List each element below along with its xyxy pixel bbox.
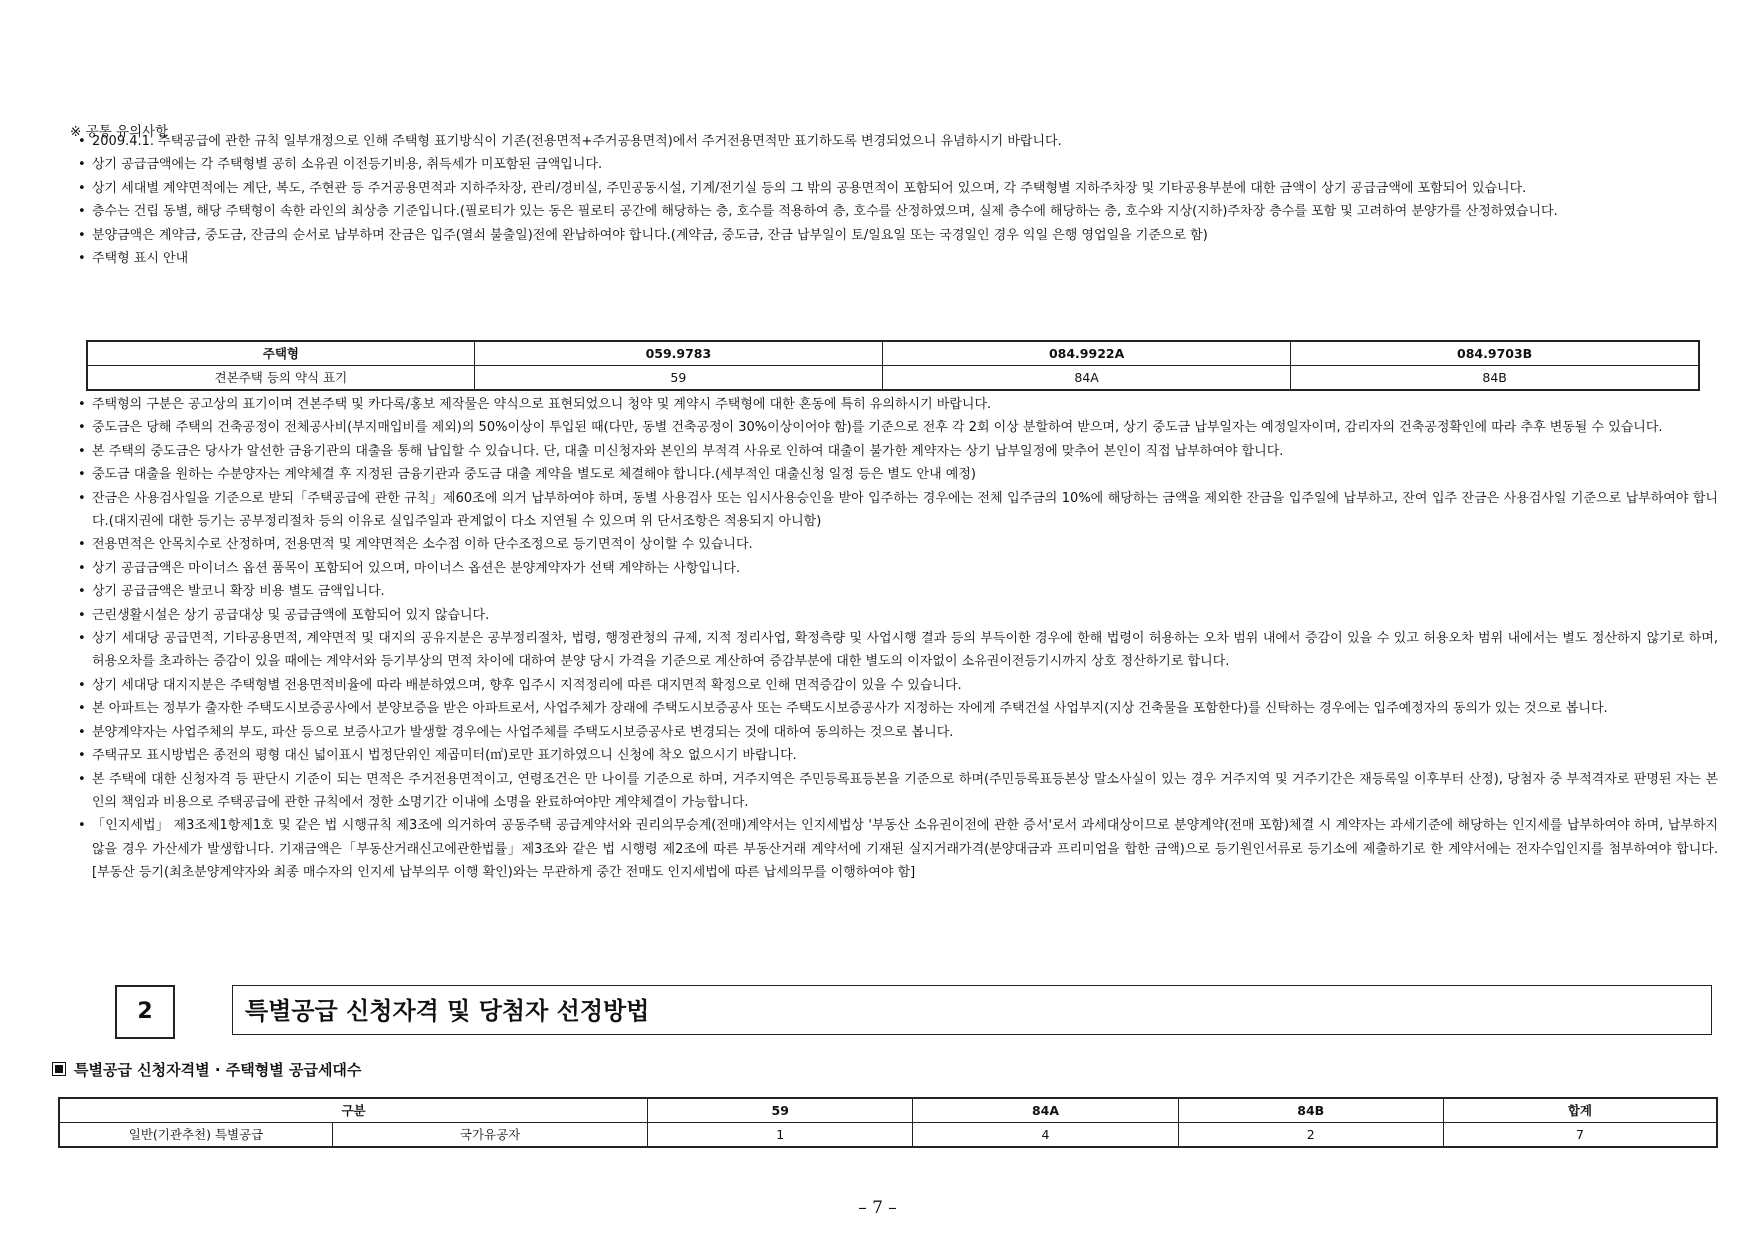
note-item: • 「인지세법」 제3조제1항제1호 및 같은 법 시행규칙 제3조에 의거하여 공동주택 공급계약서와 권리의무승계(전매)계약서는 인지세법상 '부동산 소유권이전에 관한 증서'로서 과세대상이므로 분양계약(전매 포함)체결 시 계약자는 과세기준에 해당하는 인지세를 납부하여야 하며, 납부하지 않을 경우 가산세가 발생합니다. 기재금액은「부동산거래신고에관한법률」제3조와 같은 법 시행령 제2조에 따른 부동산거래 계약서에 기재된 실지거래가격(분양대금과 프리미엄을 합한 금액)으로 등기원인서류로 등기소에 제출하기로 한 계약서에는 전자수입인지를 첨부하여야 합니다. [부동산 등기(최초분양계약자와 최종 매수자의 인지세 납부의무 이행 확인)와는 무관하게 중간 전매도 인지세법에 따른 납세의무를 이행하여야 함] xyxy=(78,814,1718,884)
type-header-059: 059.9783 xyxy=(474,341,882,366)
note-item: • 상기 세대당 공급면적, 기타공용면적, 계약면적 및 대지의 공유지분은 공부정리절차, 법령, 행정관청의 규제, 지적 정리사업, 확정측량 및 사업시행 결과 등의 부득이한 경우에 한해 법령이 허용하는 오차 범위 내에서 증감이 있을 수 있고 허용오차 범위 내에서는 별도 정산하지 않기로 하며, 허용오차를 초과하는 증감이 있을 때에는 계약서와 등기부상의 면적 차이에 대하여 분양 당시 가격을 기준으로 계산하여 증감부분에 대한 별도의 이자없이 소유권이전등기시까지 상호 정산하기로 합니다. xyxy=(78,627,1718,674)
supply-header-total: 합계 xyxy=(1443,1098,1717,1123)
note-item: • 상기 공급금액에는 각 주택형별 공히 소유권 이전등기비용, 취득세가 미포함된 금액입니다. xyxy=(78,153,1718,176)
square-bullet-icon xyxy=(52,1062,66,1076)
abbrev-84b: 84B xyxy=(1291,366,1699,391)
type-header-084b: 084.9703B xyxy=(1291,341,1699,366)
section-header xyxy=(115,985,1715,1037)
note-item: • 주택형의 구분은 공고상의 표기이며 견본주택 및 카다록/홍보 제작물은 약식으로 표현되었으니 청약 및 계약시 주택형에 대한 혼동에 특히 유의하시기 바랍니다. xyxy=(78,393,1718,416)
supply-header-84a: 84A xyxy=(913,1098,1178,1123)
supply-category: 일반(기관추천) 특별공급 xyxy=(59,1123,333,1148)
note-item: • 본 아파트는 정부가 출자한 주택도시보증공사에서 분양보증을 받은 아파트로서, 사업주체가 장래에 주택도시보증공사 또는 주택도시보증공사가 지정하는 자에게 주택건설 사업부지(지상 건축물을 포함한다)를 신탁하는 경우에는 입주예정자의 동의가 있는 것으로 봅니다. xyxy=(78,697,1718,720)
note-item: • 주택형 표시 안내 xyxy=(78,247,1718,270)
note-item: • 중도금 대출을 원하는 수분양자는 계약체결 후 지정된 금융기관과 중도금 대출 계약을 별도로 체결해야 합니다.(세부적인 대출신청 일정 등은 별도 안내 예정) xyxy=(78,463,1718,486)
note-item: • 2009.4.1. 주택공급에 관한 규칙 일부개정으로 인해 주택형 표기방식이 기존(전용면적+주거공용면적)에서 주거전용면적만 표기하도록 변경되었으니 유념하시기 바랍니다. xyxy=(78,130,1718,153)
type-header-label: 주택형 xyxy=(87,341,474,366)
supply-subcategory: 국가유공자 xyxy=(333,1123,648,1148)
note-item: • 분양금액은 계약금, 중도금, 잔금의 순서로 납부하며 잔금은 입주(열쇠 불출일)전에 완납하여야 합니다.(계약금, 중도금, 잔금 납부일이 토/일요일 또는 국경일인 경우 익일 은행 영업일을 기준으로 함) xyxy=(78,224,1718,247)
notes-list-a xyxy=(78,130,1718,270)
supply-header-category: 구분 xyxy=(59,1098,648,1123)
supply-header-84b: 84B xyxy=(1178,1098,1443,1123)
abbrev-84a: 84A xyxy=(883,366,1291,391)
abbrev-row-label: 견본주택 등의 약식 표기 xyxy=(87,366,474,391)
note-item: • 본 주택의 중도금은 당사가 알선한 금융기관의 대출을 통해 납입할 수 있습니다. 단, 대출 미신청자와 본인의 부적격 사유로 인하여 대출이 불가한 계약자는 상기 납부일정에 맞추어 본인이 직접 납부하여야 합니다. xyxy=(78,440,1718,463)
housing-type-table xyxy=(86,340,1700,391)
supply-value-59: 1 xyxy=(648,1123,913,1148)
note-item: • 층수는 건립 동별, 해당 주택형이 속한 라인의 최상층 기준입니다.(필로티가 있는 동은 필로티 공간에 해당하는 층, 호수를 적용하여 층, 호수를 산정하였으며, 실제 층수에 해당하는 층, 호수와 지상(지하)주차장 층수를 포함 및 고려하여 분양가를 산정하였습니다. xyxy=(78,200,1718,223)
note-item: • 주택규모 표시방법은 종전의 평형 대신 넓이표시 법정단위인 제곱미터(㎡)로만 표기하였으니 신청에 착오 없으시기 바랍니다. xyxy=(78,744,1718,767)
subheading xyxy=(52,1060,361,1080)
abbrev-59: 59 xyxy=(474,366,882,391)
supply-table xyxy=(58,1097,1718,1148)
note-item: • 분양계약자는 사업주체의 부도, 파산 등으로 보증사고가 발생할 경우에는 사업주체를 주택도시보증공사로 변경되는 것에 대하여 동의하는 것으로 봅니다. xyxy=(78,721,1718,744)
page-number: – 7 – xyxy=(858,1198,897,1218)
section-title: 특별공급 신청자격 및 당첨자 선정방법 xyxy=(232,985,1712,1035)
type-header-084a: 084.9922A xyxy=(883,341,1291,366)
note-item: • 전용면적은 안목치수로 산정하며, 전용면적 및 계약면적은 소수점 이하 단수조정으로 등기면적이 상이할 수 있습니다. xyxy=(78,533,1718,556)
supply-header-59: 59 xyxy=(648,1098,913,1123)
supply-value-total: 7 xyxy=(1443,1123,1717,1148)
note-item: • 상기 세대별 계약면적에는 계단, 복도, 주현관 등 주거공용면적과 지하주차장, 관리/경비실, 주민공동시설, 기계/전기실 등의 그 밖의 공용면적이 포함되어 있으며, 각 주택형별 지하주차장 및 기타공용부분에 대한 금액이 상기 공급금액에 포함되어 있습니다. xyxy=(78,177,1718,200)
note-item: • 상기 공급금액은 마이너스 옵션 품목이 포함되어 있으며, 마이너스 옵션은 분양계약자가 선택 계약하는 사항입니다. xyxy=(78,557,1718,580)
note-item: • 상기 세대당 대지지분은 주택형별 전용면적비율에 따라 배분하였으며, 향후 입주시 지적정리에 따른 대지면적 확정으로 인해 면적증감이 있을 수 있습니다. xyxy=(78,674,1718,697)
section-number: 2 xyxy=(115,985,175,1039)
supply-value-84b: 2 xyxy=(1178,1123,1443,1148)
supply-value-84a: 4 xyxy=(913,1123,1178,1148)
subheading-text: 특별공급 신청자격별 · 주택형별 공급세대수 xyxy=(74,1061,362,1079)
note-item: • 중도금은 당해 주택의 건축공정이 전체공사비(부지매입비를 제외)의 50%이상이 투입된 때(다만, 동별 건축공정이 30%이상이어야 함)를 기준으로 전후 각 2회 이상 분할하여 받으며, 상기 중도금 납부일자는 예정일자이며, 감리자의 건축공정확인에 따라 추후 변동될 수 있습니다. xyxy=(78,416,1718,439)
note-item: • 본 주택에 대한 신청자격 등 판단시 기준이 되는 면적은 주거전용면적이고, 연령조건은 만 나이를 기준으로 하며, 거주지역은 주민등록표등본을 기준으로 하며(주민등록표등본상 말소사실이 있는 경우 거주지역 및 거주기간은 재등록일 이후부터 산정), 당첨자 중 부적격자로 판명된 자는 본인의 책임과 비용으로 주택공급에 관한 규칙에서 정한 소명기간 이내에 소명을 완료하여야만 계약체결이 가능합니다. xyxy=(78,768,1718,815)
note-item: • 잔금은 사용검사일을 기준으로 받되「주택공급에 관한 규칙」제60조에 의거 납부하여야 하며, 동별 사용검사 또는 임시사용승인을 받아 입주하는 경우에는 전체 입주금의 10%에 해당하는 금액을 제외한 잔금을 입주일에 납부하고, 잔여 입주 잔금은 사용검사일 기준으로 납부하여야 합니다.(대지권에 대한 등기는 공부정리절차 등의 이유로 실입주일과 관계없이 다소 지연될 수 있으며 위 단서조항은 적용되지 아니함) xyxy=(78,487,1718,534)
notes-list-b xyxy=(78,393,1718,885)
note-item: • 근린생활시설은 상기 공급대상 및 공급금액에 포함되어 있지 않습니다. xyxy=(78,604,1718,627)
notes-title: ※ 공통 유의사항 xyxy=(70,124,169,140)
note-item: • 상기 공급금액은 발코니 확장 비용 별도 금액입니다. xyxy=(78,580,1718,603)
table-row xyxy=(59,1123,1717,1148)
